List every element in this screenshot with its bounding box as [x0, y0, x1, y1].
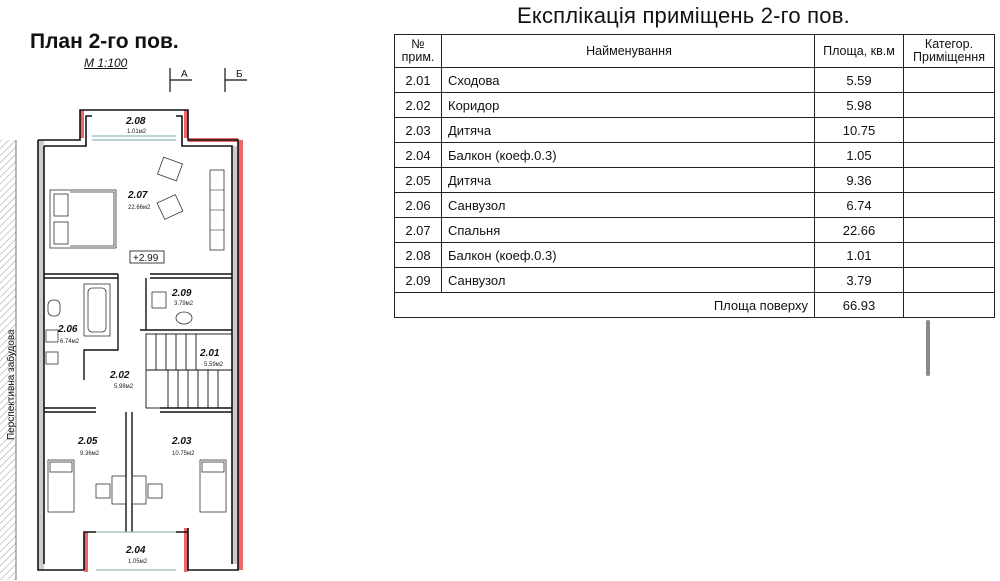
- side-label: Перспективна забудова: [6, 329, 17, 440]
- svg-text:2.05: 2.05: [78, 436, 98, 447]
- explication-table: [394, 34, 995, 318]
- svg-text:3.79м2: 3.79м2: [174, 301, 194, 307]
- plan-title: План 2-го пов.: [30, 30, 179, 53]
- svg-text:10.75м2: 10.75м2: [172, 451, 195, 457]
- plan-scale: М 1:100: [84, 56, 128, 70]
- header-num: № прим.: [395, 35, 442, 68]
- room-label-2-06: [57, 324, 80, 345]
- room-label-2-08: [125, 116, 147, 135]
- table-row: 2.02 Коридор 5.98: [395, 93, 995, 118]
- table-header-row: [395, 35, 995, 68]
- svg-text:2.03: 2.03: [172, 436, 192, 447]
- exterior-insulation: [80, 110, 243, 572]
- svg-text:1.01м2: 1.01м2: [127, 129, 147, 135]
- room-label-2-02: [109, 370, 134, 390]
- double-bed: [50, 190, 116, 248]
- svg-text:5.59м2: 5.59м2: [204, 362, 224, 368]
- room-label-2-03: [171, 436, 195, 457]
- table-title: Експлікація приміщень 2-го пов.: [517, 3, 850, 28]
- section-b-label: Б: [236, 69, 243, 80]
- floor-plan-drawing: [0, 62, 270, 581]
- svg-text:2.06: 2.06: [58, 324, 78, 335]
- section-marker-b: [225, 68, 247, 92]
- scrollbar[interactable]: [926, 320, 930, 376]
- header-area: Площа, кв.м: [815, 35, 904, 68]
- svg-text:2.02: 2.02: [110, 370, 130, 381]
- header-name: Найменування: [442, 35, 815, 68]
- bathroom-fixtures: [46, 284, 110, 364]
- section-marker-a: [170, 68, 192, 92]
- table-row: 2.01 Сходова 5.59: [395, 68, 995, 93]
- table-row: 2.07 Спальня 22.66: [395, 218, 995, 243]
- staircase: [146, 334, 232, 408]
- room-label-2-07: [127, 190, 151, 211]
- room-label-2-01: [199, 348, 224, 368]
- table-row: 2.06 Санвузол 6.74: [395, 193, 995, 218]
- svg-text:2.04: 2.04: [126, 545, 146, 556]
- svg-text:2.08: 2.08: [126, 116, 146, 127]
- svg-text:2.09: 2.09: [172, 288, 192, 299]
- table-row: 2.09 Санвузол 3.79: [395, 268, 995, 293]
- header-category: Категор. Приміщення: [904, 35, 995, 68]
- armchairs: [157, 157, 183, 219]
- svg-text:2.01: 2.01: [200, 348, 220, 359]
- total-label: Площа поверху: [395, 293, 815, 318]
- total-value: 66.93: [815, 293, 904, 318]
- table-row: 2.04 Балкон (коеф.0.3) 1.05: [395, 143, 995, 168]
- table-row: 2.03 Дитяча 10.75: [395, 118, 995, 143]
- interior-walls: [44, 274, 232, 532]
- kids-furniture: [48, 460, 226, 512]
- table-row: 2.08 Балкон (коеф.0.3) 1.01: [395, 243, 995, 268]
- table-row: 2.05 Дитяча 9.36: [395, 168, 995, 193]
- svg-text:2.07: 2.07: [128, 190, 148, 201]
- table-total-row: [395, 293, 995, 318]
- section-a-label: А: [181, 69, 188, 80]
- svg-text:1.05м2: 1.05м2: [128, 559, 148, 565]
- level-mark: +2.99: [133, 253, 159, 264]
- room-label-2-09: [171, 288, 194, 307]
- room-label-2-04: [125, 545, 148, 565]
- svg-text:5.98м2: 5.98м2: [114, 384, 134, 390]
- room-label-2-05: [77, 436, 100, 457]
- svg-text:6.74м2: 6.74м2: [60, 339, 80, 345]
- svg-text:22.66м2: 22.66м2: [128, 205, 151, 211]
- svg-text:9.36м2: 9.36м2: [80, 451, 100, 457]
